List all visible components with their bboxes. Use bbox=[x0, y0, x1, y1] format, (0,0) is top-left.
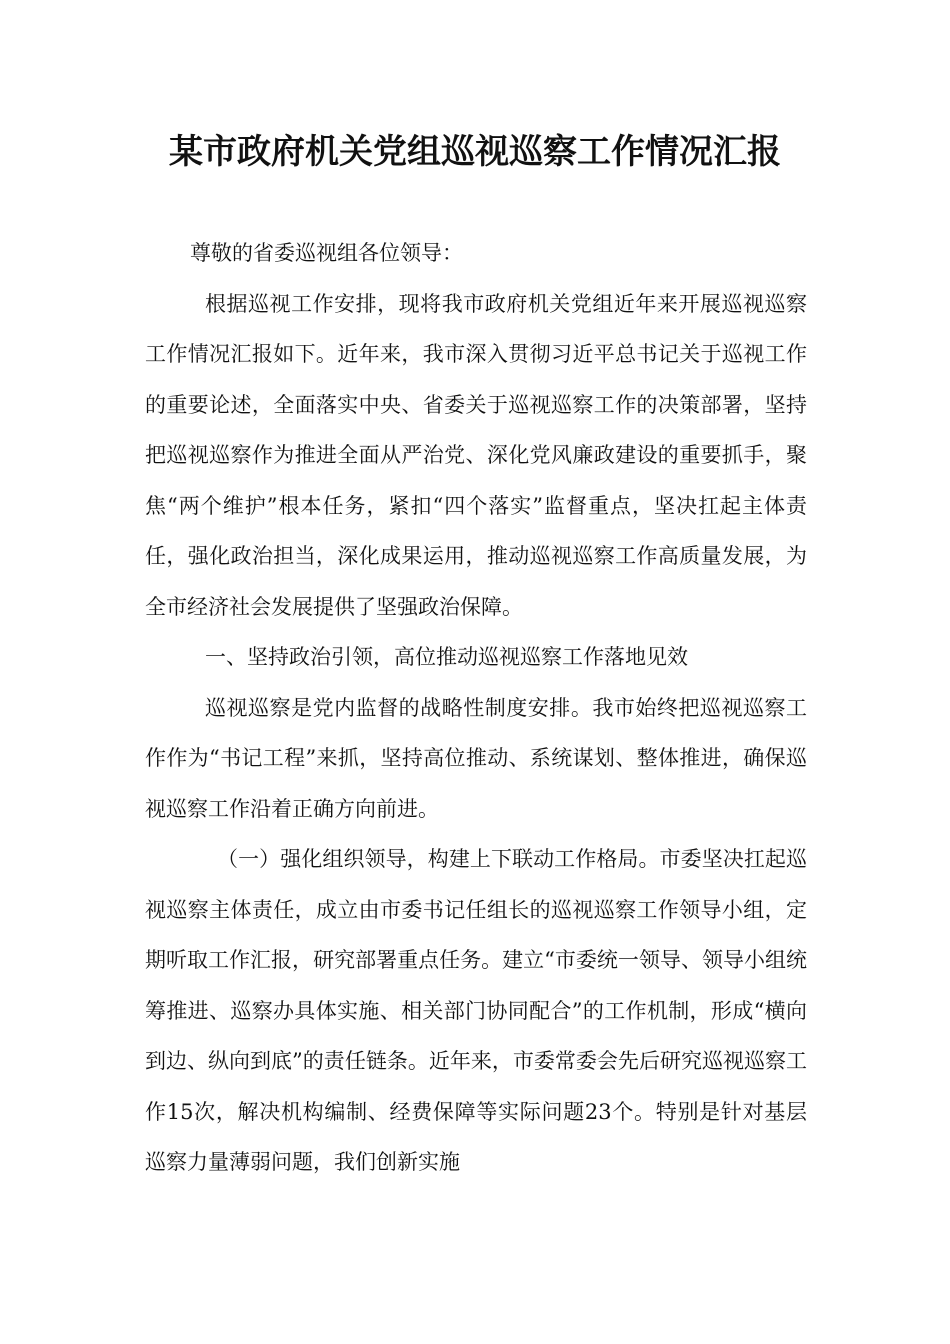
paragraph-intro: 根据巡视工作安排，现将我市政府机关党组近年来开展巡视巡察工作情况汇报如下。近年来，我市深入贯彻习近平总书记关于巡视工作的重要论述，全面落实中央、省委关于巡视巡察工作的决策部署，坚持把巡视巡察作为推进全面从严治党、深化党风廉政建设的重要抓手，聚焦“两个维护”根本任务，紧扣“四个落实”监督重点，坚决扛起主体责任，强化政治担当，深化成果运用，推动巡视巡察工作高质量发展，为全市经济社会发展提供了坚强政治保障。 bbox=[145, 291, 807, 619]
paragraph-subsection-1: （一）强化组织领导，构建上下联动工作格局。市委坚决扛起巡视巡察主体责任，成立由市委书记任组长的巡视巡察工作领导小组，定期听取工作汇报，研究部署重点任务。建立“市委统一领导、领导小组统筹推进、巡察办具体实施、相关部门协同配合”的工作机制，形成“横向到边、纵向到底”的责任链条。近年来，市委常委会先后研究巡视巡察工作15次，解决机构编制、经费保障等实际问题23个。特别是针对基层巡察力量薄弱问题，我们创新实施 bbox=[145, 847, 807, 1174]
document-title: 某市政府机关党组巡视巡察工作情况汇报 bbox=[169, 132, 781, 172]
greeting: 尊敬的省委巡视组各位领导： bbox=[190, 241, 463, 265]
document-body bbox=[145, 228, 807, 1188]
section-heading-1: 一、坚持政治引领，高位推动巡视巡察工作落地见效 bbox=[205, 645, 688, 669]
paragraph-section-1: 巡视巡察是党内监督的战略性制度安排。我市始终把巡视巡察工作作为“书记工程”来抓，坚持高位推动、系统谋划、整体推进，确保巡视巡察工作沿着正确方向前进。 bbox=[145, 695, 807, 821]
